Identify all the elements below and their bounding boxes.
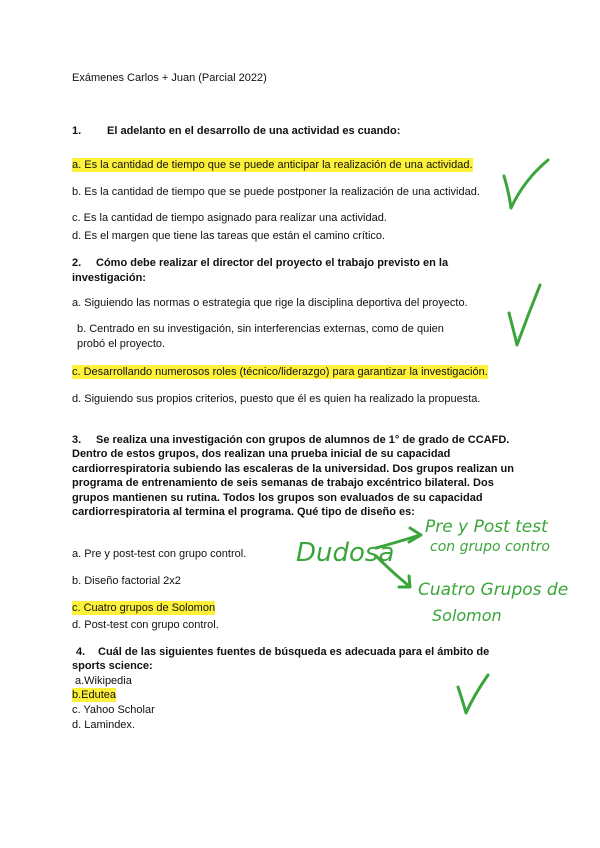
question-2-option-b-cont: probó el proyecto. [77, 338, 166, 350]
checkmark-q1 [504, 160, 548, 208]
arrow-head-prepost [409, 528, 421, 542]
question-2-option-c: c. Desarrollando numerosos roles (técnico/liderazgo) para garantizar la investigación. [72, 366, 488, 378]
handwritten-note1-line2: con grupo contro [430, 539, 550, 555]
question-4-option-d: d. Lamindex. [72, 719, 135, 731]
question-1-text: El adelanto en el desarrollo de una actividad es cuando: [107, 125, 401, 137]
question-2-number: 2. [72, 257, 82, 269]
question-4-text-line1: Cuál de las siguientes fuentes de búsqueda es adecuada para el ámbito de [98, 646, 490, 658]
question-2-text-line1: Cómo debe realizar el director del proyecto el trabajo previsto en la [96, 257, 449, 269]
question-2-option-a: a. Siguiendo las normas o estrategia que rige la disciplina deportiva del proyecto. [72, 297, 468, 309]
question-2-option-d: d. Siguiendo sus propios criterios, puesto que él es quien ha realizado la propuesta. [72, 393, 481, 405]
question-2-option-b: b. Centrado en su investigación, sin interferencias externas, como de quien [77, 323, 444, 335]
question-3-line4: programa de entrenamiento de seis semanas de trabajo excéntrico bilateral. Dos [72, 477, 494, 489]
handwritten-note2-line2: Solomon [432, 606, 502, 625]
question-4-text-line2: sports science: [72, 660, 153, 672]
question-2-text-line2: investigación: [72, 272, 146, 284]
question-3-line2: Dentro de estos grupos, dos realizan una prueba inicial de su capacidad [72, 448, 451, 460]
question-3-option-a: a. Pre y post-test con grupo control. [72, 548, 247, 560]
question-4-number: 4. [76, 646, 86, 658]
question-3-option-b: b. Diseño factorial 2x2 [72, 575, 181, 587]
question-3-line1: Se realiza una investigación con grupos de alumnos de 1° de grado de CCAFD. [96, 434, 510, 446]
question-3-line6: cardiorrespiratoria al termina el programa. Qué tipo de diseño es: [72, 506, 415, 518]
question-1-option-b: b. Es la cantidad de tiempo que se puede postponer la realización de una actividad. [72, 186, 480, 198]
checkmark-q2 [509, 285, 540, 345]
question-4-option-a: a.Wikipedia [75, 675, 132, 687]
question-3-option-d: d. Post-test con grupo control. [72, 619, 219, 631]
question-3-line3: cardiorrespiratoria subiendo las escaleras de la universidad. Dos grupos realizan un [72, 463, 514, 475]
question-3-line5: grupos mantienen su rutina. Todos los grupos son evaluados de su capacidad [72, 492, 483, 504]
question-1-option-d: d. Es el margen que tiene las tareas que están el camino crítico. [72, 230, 386, 242]
question-3-option-c: c. Cuatro grupos de Solomon [72, 602, 216, 614]
question-1-option-a: a. Es la cantidad de tiempo que se puede anticipar la realización de una actividad. [72, 159, 473, 171]
question-4-option-c: c. Yahoo Scholar [72, 704, 155, 716]
handwritten-dudosa: Dudosa [296, 538, 395, 568]
document-title: Exámenes Carlos + Juan (Parcial 2022) [72, 72, 267, 84]
question-1-number: 1. [72, 125, 82, 137]
question-3-number: 3. [72, 434, 82, 446]
checkmark-q4 [458, 675, 488, 713]
question-4-option-b: b.Edutea [72, 689, 117, 701]
handwritten-note2-line1: Cuatro Grupos de [418, 580, 569, 600]
question-1-option-c: c. Es la cantidad de tiempo asignado para realizar una actividad. [72, 212, 387, 224]
handwritten-note1-line1: Pre y Post test [425, 517, 548, 537]
